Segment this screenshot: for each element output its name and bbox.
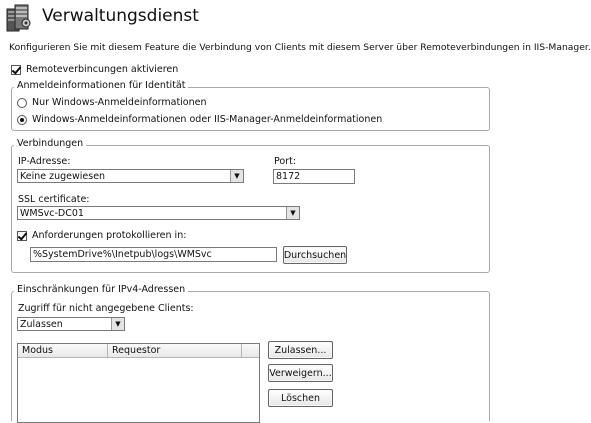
identity-legend: Anmeldeinformationen für Identität [14,80,188,91]
access-select[interactable] [17,317,125,331]
ssl-certificate-select[interactable] [17,206,300,220]
ssl-certificate-label: SSL certificate: [18,194,90,205]
ipv4-restrictions-legend: Einschränkungen für IPv4-Adressen [14,284,188,295]
chevron-down-icon[interactable]: ▼ [111,318,124,330]
server-icon [5,3,35,35]
radio-windows-only[interactable] [17,98,27,108]
column-header-requestor[interactable]: Requestor [108,344,242,357]
log-requests-label: Anforderungen protokollieren in: [32,230,187,241]
connections-legend: Verbindungen [14,138,86,149]
allow-button[interactable]: Zulassen... [268,341,333,359]
identity-option-label: Nur Windows-Anmeldeinformationen [32,97,207,108]
browse-button[interactable]: Durchsuchen [283,246,347,264]
port-label: Port: [274,156,297,167]
column-header-mode[interactable]: Modus [18,344,108,357]
deny-button[interactable]: Verweigern... [268,364,333,382]
chevron-down-icon[interactable]: ▼ [286,207,299,219]
delete-button[interactable]: Löschen [268,389,333,407]
identity-option-windows-or-iis[interactable] [17,114,382,125]
remote-connections-checkbox[interactable] [11,65,21,75]
access-label: Zugriff für nicht angegebene Clients: [18,303,194,314]
log-requests-checkbox[interactable] [17,231,27,241]
page-title: Verwaltungsdienst [42,6,199,26]
ip-address-value: Keine zugewiesen [20,170,106,182]
log-path-input[interactable]: %SystemDrive%\Inetpub\logs\WMSvc [30,247,277,262]
access-value: Zulassen [20,318,63,330]
identity-option-label: Windows-Anmeldeinformationen oder IIS-Manager-Anmeldeinformationen [32,114,383,125]
port-input[interactable]: 8172 [273,169,355,184]
restrictions-table[interactable] [17,343,260,423]
page-description: Konfigurieren Sie mit diesem Feature die Verbindung von Clients mit diesem Server über Remoteverbindungen in IIS-Manager. [9,42,591,53]
remote-connections-label: Remoteverbincungen aktivieren [26,64,179,75]
ip-address-select[interactable] [17,169,244,183]
chevron-down-icon[interactable]: ▼ [230,170,243,182]
table-header [18,344,259,358]
remote-connections-option[interactable] [11,64,178,75]
ssl-certificate-value: WMSvc-DC01 [20,207,84,219]
column-header-empty [242,344,259,357]
ip-address-label: IP-Adresse: [18,156,71,167]
radio-windows-or-iis[interactable] [17,115,27,125]
log-requests-option[interactable] [17,230,186,241]
identity-option-windows[interactable] [17,97,207,108]
